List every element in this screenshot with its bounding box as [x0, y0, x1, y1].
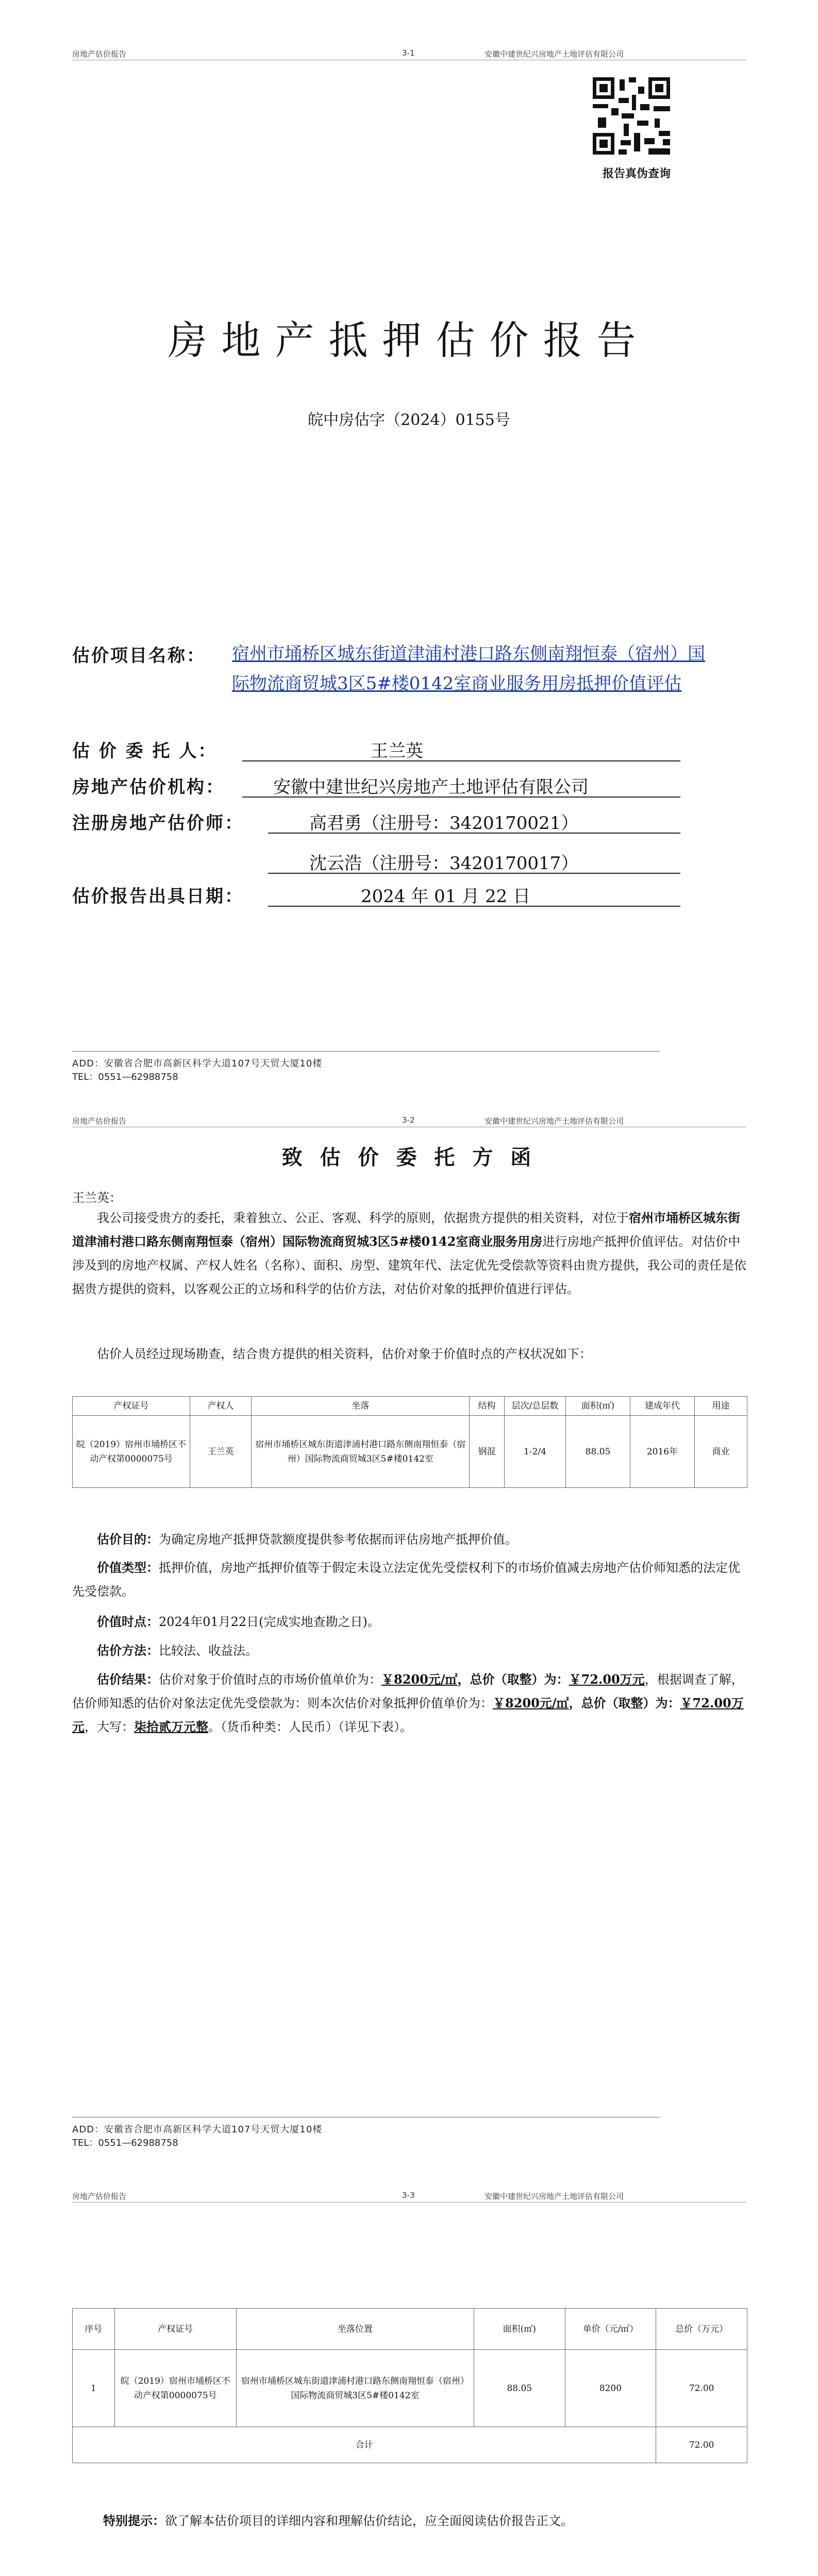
appraiser2-value: 沈云浩（注册号：3420170017）	[309, 853, 579, 874]
table-header: 坐落位置	[236, 2309, 474, 2350]
header-page: 3-1	[402, 48, 415, 58]
result-e: ，大写：	[85, 1720, 134, 1734]
purpose-paragraph	[72, 1528, 747, 1551]
table-cell: 宿州市埇桥区城东街道津浦村港口路东侧南翔恒泰（宿州）国际物流商贸城3区5#楼0142室	[236, 2350, 474, 2427]
header-left: 房地产估价报告	[72, 2192, 127, 2201]
note-text: 欲了解本估价项目的详细内容和理解估价结论，应全面阅读估价报告正文。	[165, 2514, 573, 2528]
header-right: 安徽中建世纪兴房地产土地评估有限公司	[485, 2192, 624, 2201]
report-title: 房地产抵押估价报告	[168, 317, 650, 363]
result-mortgage-unit: ￥8200元/㎡	[493, 1696, 569, 1710]
valuation-table	[72, 2308, 747, 2463]
p1-text: 我公司接受贵方的委托，秉着独立、公正、客观、科学的原则，依据贵方提供的相关资料，对位于	[97, 1211, 629, 1225]
table-row	[73, 2350, 747, 2427]
table-cell: 王兰英	[190, 1416, 252, 1488]
note-paragraph	[72, 2509, 747, 2533]
footer-tel: TEL：0551—62988758	[72, 1072, 178, 1082]
report-number: 皖中房估字（2024）0155号	[308, 411, 510, 429]
property-table	[72, 1396, 747, 1488]
client-label: 估 价 委 托 人：	[72, 741, 218, 761]
page-header	[72, 1114, 746, 1127]
client-value: 王兰英	[371, 741, 423, 761]
result-f: 。（货币种类：人民币）（详见下表）。	[208, 1720, 412, 1734]
date-label: 估价报告出具日期：	[72, 886, 244, 907]
date-paragraph	[72, 1610, 747, 1634]
letter-title: 致 估 价 委 托 方 函	[281, 1145, 537, 1170]
result-d: ，总价（取整）为：	[569, 1696, 680, 1710]
table-header-row	[73, 2309, 747, 2350]
result-c: ，根据调查了解，估价师知悉的估价对象法定优先受偿款为：则本次估价对象抵押价值单价为：	[72, 1672, 744, 1710]
purpose-text: 为确定房地产抵押贷款额度提供参考依据而评估房地产抵押价值。	[159, 1532, 517, 1547]
result-a: 估价对象于价值时点的市场价值单价为：	[159, 1672, 381, 1687]
result-paragraph	[72, 1668, 747, 1739]
project-value	[232, 639, 706, 699]
result-upper: 柒拾贰万元整	[134, 1719, 208, 1734]
letter-salutation: 王兰英：	[72, 1191, 122, 1205]
footer-rule	[72, 1051, 660, 1052]
table-total-row	[73, 2427, 747, 2463]
footer-address: ADD：安徽省合肥市高新区科学大道107号天贸大厦10楼	[72, 2124, 323, 2135]
page-letter	[0, 1095, 818, 2190]
value-type-paragraph	[72, 1556, 747, 1603]
table-cell: 1-2/4	[504, 1416, 565, 1488]
table-header: 面积(㎡)	[474, 2309, 565, 2350]
letter-paragraph-2: 估价人员经过现场勘查，结合贵方提供的相关资料，估价对象于价值时点的产权状况如下：	[97, 1347, 592, 1361]
value-type-label: 价值类型：	[97, 1560, 159, 1575]
table-cell: 88.05	[474, 2350, 565, 2427]
agency-value: 安徽中建世纪兴房地产土地评估有限公司	[273, 777, 589, 798]
table-header: 产权证号	[73, 1397, 190, 1416]
appraiser1-value: 高君勇（注册号：3420170021）	[309, 813, 579, 834]
page-footer	[72, 1051, 691, 1087]
table-cell: 宿州市埇桥区城东街道津浦村港口路东侧南翔恒泰（宿州）国际物流商贸城3区5#楼0142室	[252, 1416, 470, 1488]
table-cell: 2016年	[630, 1416, 695, 1488]
page-header	[72, 47, 746, 60]
purpose-label: 估价目的：	[97, 1532, 159, 1547]
value-type-text: 抵押价值，房地产抵押价值等于假定未设立法定优先受偿权利下的市场价值减去房地产估价师知悉的法定优先受偿款。	[72, 1561, 740, 1599]
page-summary	[0, 2190, 818, 2576]
note-label: 特别提示：	[103, 2513, 165, 2528]
appraiser-label: 注册房地产估价师：	[72, 813, 244, 834]
page-footer	[72, 2117, 691, 2153]
table-cell: 皖（2019）宿州市埇桥区不动产权第0000075号	[73, 1416, 190, 1488]
table-header: 结构	[470, 1397, 505, 1416]
total-label: 合计	[73, 2427, 656, 2463]
page-cover	[0, 0, 818, 1095]
table-cell: 88.05	[566, 1416, 630, 1488]
value-date-text: 2024年01月22日(完成实地查勘之日)。	[159, 1615, 380, 1629]
result-unit-price: ￥8200元/㎡	[381, 1672, 458, 1687]
footer-tel: TEL：0551—62988758	[72, 2138, 178, 2148]
header-left: 房地产估价报告	[72, 49, 127, 59]
table-header: 层次/总层数	[504, 1397, 565, 1416]
table-header-row	[73, 1397, 747, 1416]
p1-property: 宿州市埇桥区城东街道津浦村港口路东侧南翔恒泰（宿州）国际物流商贸城3区5#楼0142室商业服务用房	[72, 1210, 740, 1249]
result-total: ￥72.00万元	[569, 1672, 645, 1687]
table-header: 建成年代	[630, 1397, 695, 1416]
table-cell: 商业	[694, 1416, 747, 1488]
method-text: 比较法、收益法。	[159, 1643, 258, 1658]
header-page: 3-2	[402, 1115, 415, 1125]
result-mortgage-total: ￥72.00万元	[72, 1696, 744, 1734]
table-header: 用途	[694, 1397, 747, 1416]
table-cell: 72.00	[656, 2350, 747, 2427]
header-right: 安徽中建世纪兴房地产土地评估有限公司	[485, 1116, 624, 1126]
p1-tail: 进行房地产抵押价值评估。对估价中涉及到的房地产权属、产权人姓名（名称）、面积、房型、建筑年代、法定优先受偿款等资料由贵方提供，我公司的责任是依据贵方提供的资料，以客观公正的立场和科学的估价方法，对估价对象的抵押价值进行评估。	[72, 1234, 746, 1296]
qr-code-icon	[593, 77, 670, 155]
header-right: 安徽中建世纪兴房地产土地评估有限公司	[485, 49, 624, 59]
date-value: 2024 年 01 月 22 日	[361, 886, 531, 907]
table-header: 单价（元/㎡）	[565, 2309, 656, 2350]
table-row	[73, 1416, 747, 1488]
total-value: 72.00	[656, 2427, 747, 2463]
page-header	[72, 2190, 746, 2202]
result-b: ，总价（取整）为：	[457, 1672, 569, 1687]
table-cell: 8200	[565, 2350, 656, 2427]
table-header: 序号	[73, 2309, 115, 2350]
result-label: 估价结果：	[97, 1672, 159, 1687]
qr-label: 报告真伪查询	[602, 167, 671, 180]
table-header: 总价（万元）	[656, 2309, 747, 2350]
agency-label: 房地产估价机构：	[72, 777, 225, 798]
table-header: 产权证号	[114, 2309, 236, 2350]
table-cell: 1	[73, 2350, 115, 2427]
method-label: 估价方法：	[97, 1643, 159, 1658]
table-header: 坐落	[252, 1397, 470, 1416]
table-header: 面积(㎡)	[566, 1397, 630, 1416]
method-paragraph	[72, 1639, 747, 1663]
project-label: 估价项目名称：	[72, 646, 206, 666]
table-cell: 钢混	[470, 1416, 505, 1488]
project-value-text: 宿州市埇桥区城东街道津浦村港口路东侧南翔恒泰（宿州）国际物流商贸城3区5#楼0142室商业服务用房抵押价值评估	[232, 643, 705, 694]
value-date-label: 价值时点：	[97, 1614, 159, 1629]
footer-address: ADD：安徽省合肥市高新区科学大道107号天贸大厦10楼	[72, 1058, 323, 1069]
letter-paragraph-1	[72, 1206, 747, 1301]
table-cell: 皖（2019）宿州市埇桥区不动产权第0000075号	[114, 2350, 236, 2427]
table-header: 产权人	[190, 1397, 252, 1416]
header-page: 3-3	[402, 2191, 415, 2200]
header-left: 房地产估价报告	[72, 1116, 127, 1126]
